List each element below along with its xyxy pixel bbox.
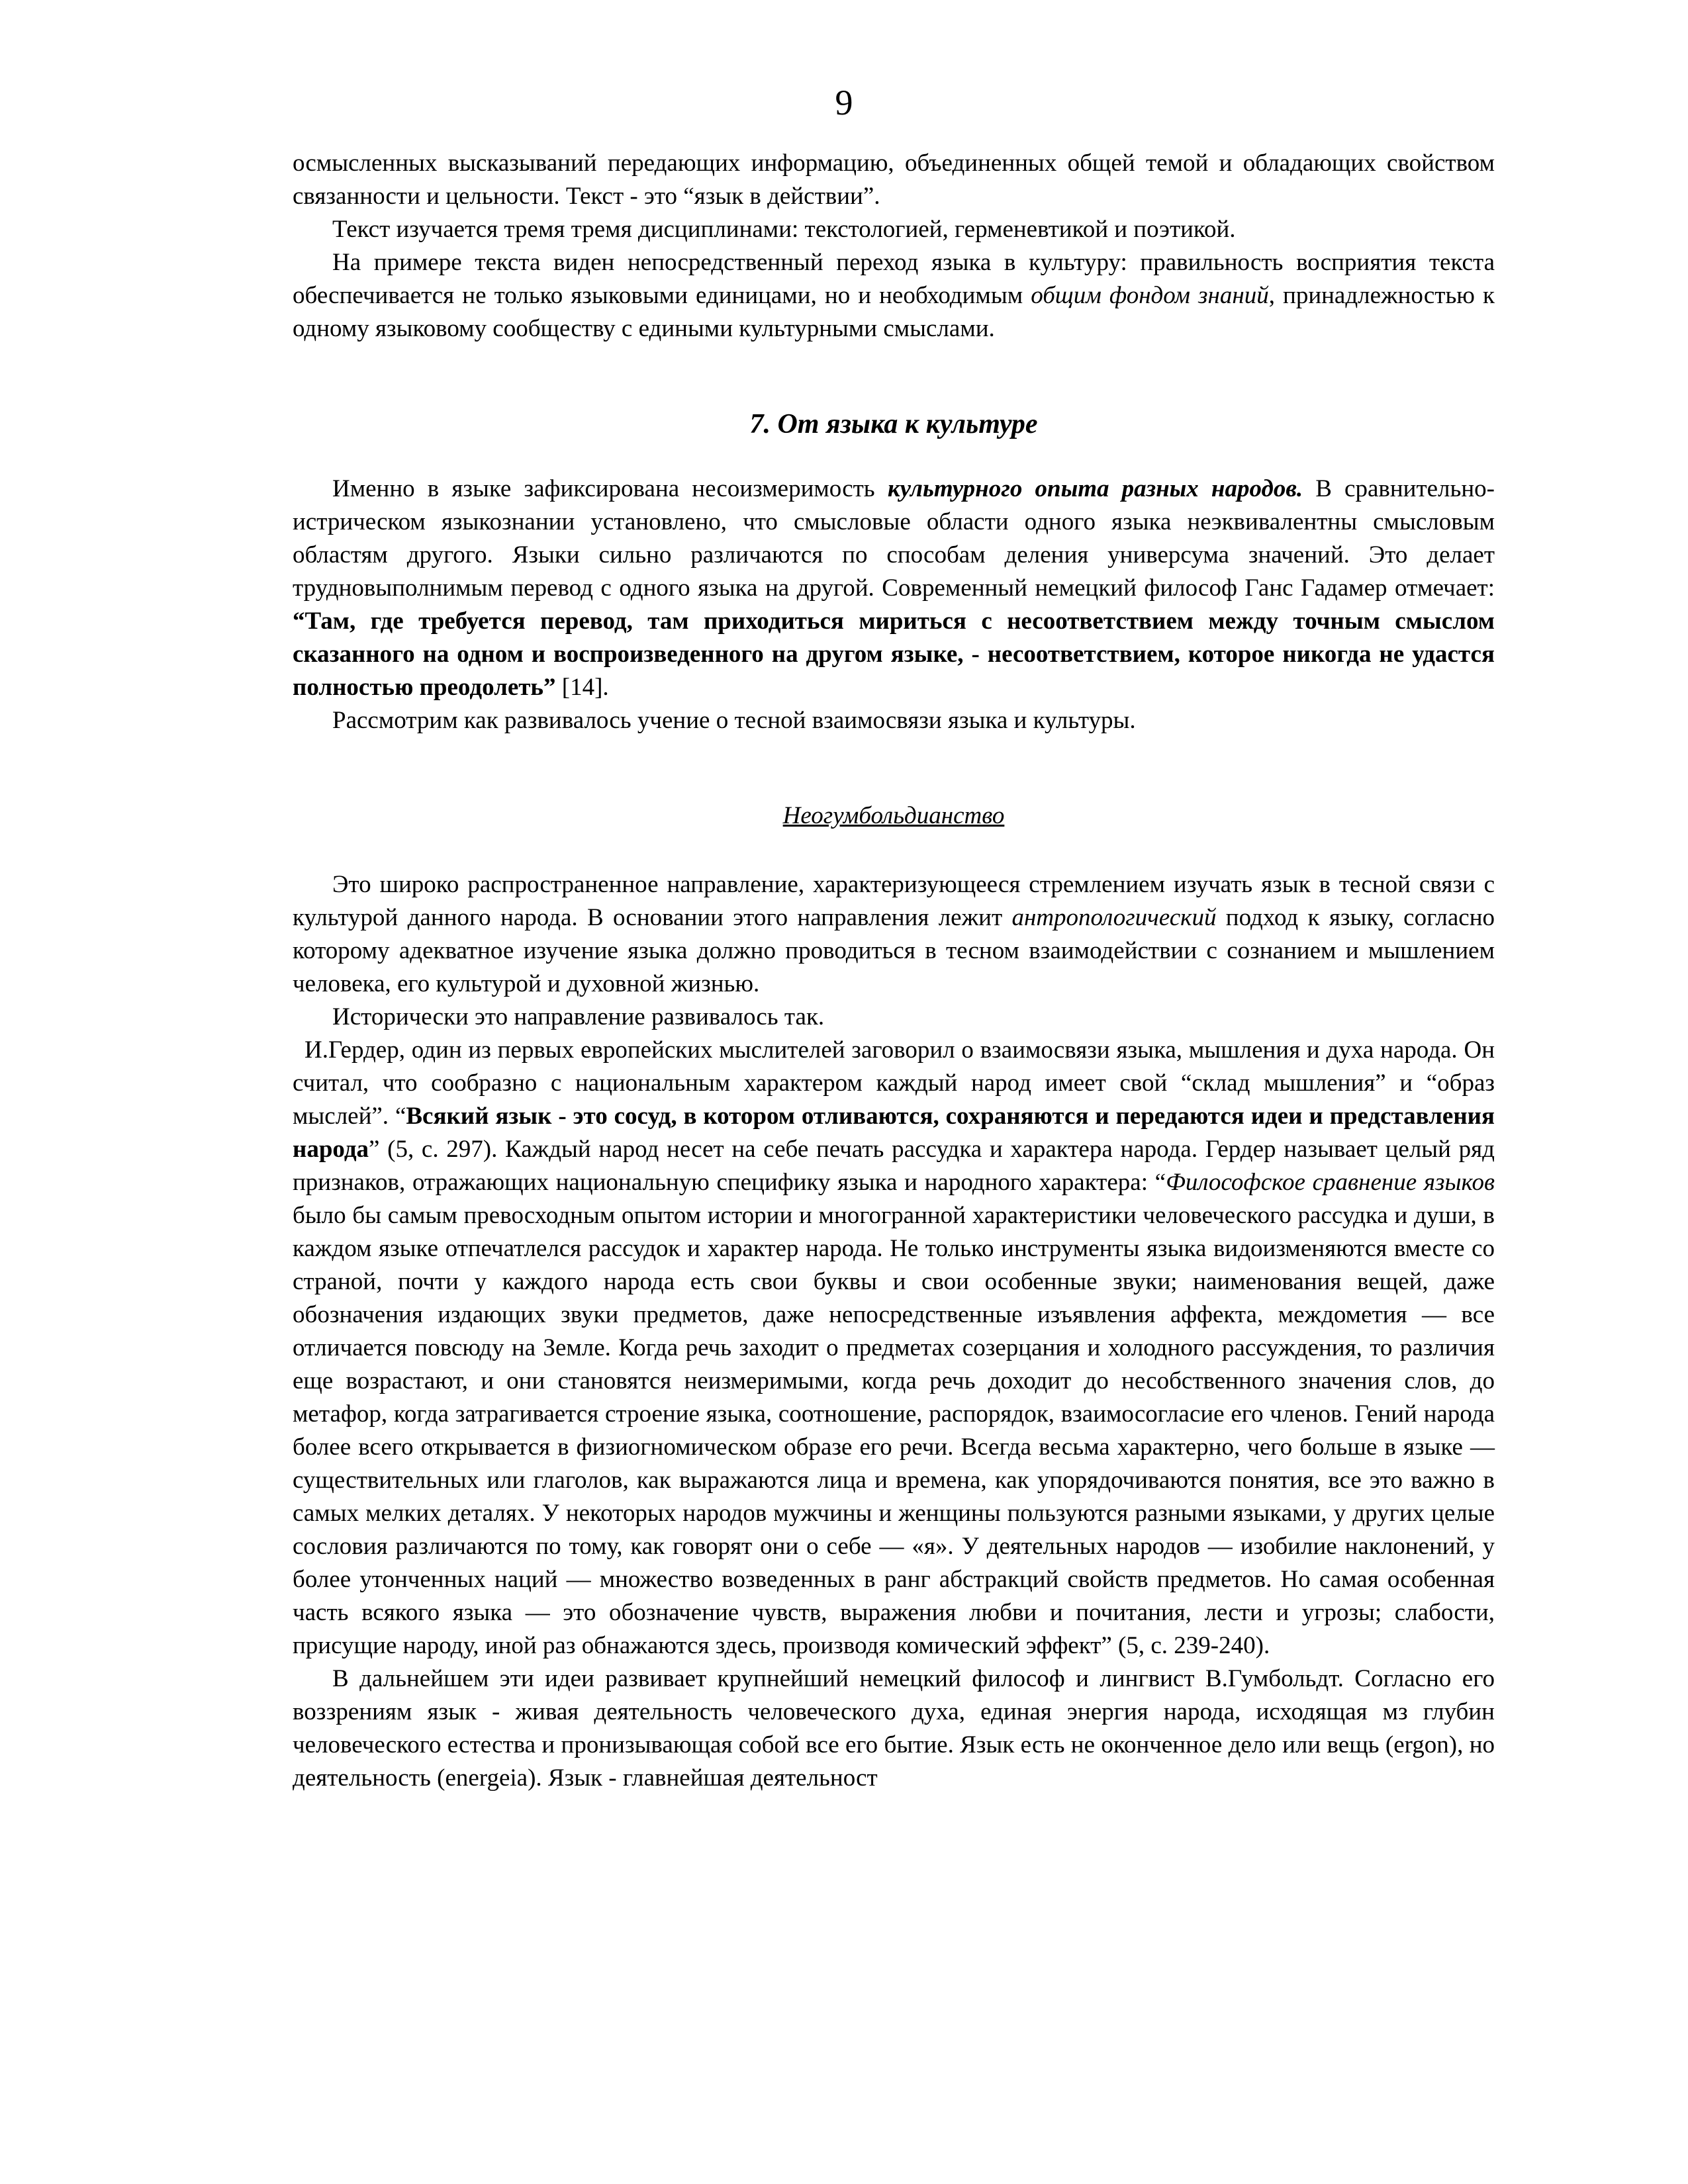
paragraph-herder (293, 1034, 1495, 1662)
paragraph-consider: Рассмотрим как развивалось учение о тесной взаимосвязи языка и культуры. (332, 707, 1136, 734)
subsection-heading: Неогумбольдианство (782, 802, 1005, 829)
text-run: Это широко распространенное направление, характеризующееся стремлением изучать язык в тесной связи с культурой данного народа. В основании этого направления лежит (293, 871, 1495, 931)
section-heading: 7. От языка к культуре (749, 409, 1038, 439)
italic-term: антропологический (1011, 904, 1217, 931)
paragraph-humboldt: В дальнейшем эти идеи развивает крупнейший немецкий философ и лингвист В.Гумбольдт. Согласно его воззрениям язык - живая деятельность человеческого духа, единая энергия народа, исходящая мз глубин человеческого естества и пронизывающая собой все его бытие. Язык есть не оконченное дело или вещь (ergon), но деятельность (energeia). Язык - главнейшая деятельност (293, 1665, 1495, 1792)
italic-term: общим фондом знаний (1031, 282, 1269, 309)
page-body (293, 147, 1495, 1795)
italic-term: Философское сравнение языков (1166, 1169, 1495, 1196)
paragraph-text-to-culture (293, 246, 1495, 345)
bold-quote: “Там, где требуется перевод, там приходиться мириться с несоответствием между точным смыслом сказанного на одном и воспроизведенного на другом языке, - несоответствием, которое никогда не удастся полностью преодолеть” (293, 608, 1495, 701)
page-number: 9 (835, 83, 853, 122)
text-run: [14]. (555, 674, 609, 701)
text-run: И.Гердер, один из первых европейских мыслителей заговорил о взаимосвязи языка, мышления и духа народа. Он считал, что сообразно с национальным характером каждый народ имеет свой “склад мышления” и “образ мыслей”. “ (293, 1036, 1495, 1130)
paragraph-neohumboldtianism (293, 868, 1495, 1001)
text-run: ” (5, с. 297). Каждый народ несет на себе печать рассудка и характера народа. Гердер называет целый ряд признаков, отражающих национальную специфику языка и народного характера: “ (293, 1136, 1495, 1196)
text-run: Именно в языке зафиксирована несоизмеримость (332, 475, 888, 502)
text-run: На примере текста виден непосредственный переход языка в культуру: правильность восприятия текста обеспечивается не только языковыми единицами, но и необходимым (293, 249, 1495, 309)
text-run: было бы самым превосходным опытом истории и многогранной характеристики человеческого рассудка и души, в каждом языке отпечатлелся рассудок и характер народа. Не только инструменты языка видоизменяются вместе со страной, почти у каждого народа есть свои буквы и свои особенные звуки; наименования вещей, даже обозначения издающих звуки предметов, даже непосредственные изъявления аффекта, междометия — все отличается повсюду на Земле. Когда речь заходит о предметах созерцания и холодного рассуждения, то различия еще возрастают, и они становятся неизмеримыми, когда речь доходит до несобственного значения слов, до метафор, когда затрагивается строение языка, соотношение, распорядок, взаимосогласие его членов. Гений народа более всего открывается в физиогномическом образе его речи. Всегда весьма характерно, чего больше в языке — существительных или глаголов, как выражаются лица и времена, как упорядочиваются понятия, все это важно в самых мелких деталях. У некоторых народов мужчины и женщины пользуются разными языками, у других целые сословия различаются по тому, как говорят они о себе — «я». У деятельных народов — изобилие наклонений, у более утонченных наций — множество возведенных в ранг абстракций свойств предметов. Но самая особенная часть всякого языка — это обозначение чувств, выражения любви и почитания, лести и угрозы; слабости, присущие народу, иной раз обнажаются здесь, производя комический эффект” (5, с. 239-240). (293, 1202, 1495, 1659)
text-run: , принадлежностью к одному языковому сообществу с едиными культурными смыслами. (293, 282, 1495, 342)
paragraph-text-disciplines: Текст изучается тремя тремя дисциплинами: текстологией, герменевтикой и поэтикой. (332, 216, 1236, 243)
paragraph-continuation: осмысленных высказываний передающих информацию, объединенных общей темой и обладающих свойством связанности и цельности. Текст - это “язык в действии”. (293, 150, 1495, 210)
text-run: подход к языку, согласно которому адекватное изучение языка должно проводиться в тесном взаимодействии с сознанием и мышлением человека, его культурой и духовной жизнью. (293, 904, 1495, 997)
bold-italic-term: культурного опыта разных народов. (887, 475, 1303, 502)
text-run: В сравнительно-истрическом языкознании установлено, что смысловые области одного языка неэквивалентны смысловым областям другого. Языки сильно различаются по способам деления универсума значений. Это делает трудновыполнимым перевод с одного языка на другой. Современный немецкий философ Ганс Гадамер отмечает: (293, 475, 1495, 602)
paragraph-incommensurability (293, 473, 1495, 704)
paragraph-historically: Исторически это направление развивалось так. (332, 1003, 825, 1030)
bold-quote: Всякий язык - это сосуд, в котором отливаются, сохраняются и передаются идеи и представления народа (293, 1103, 1495, 1163)
